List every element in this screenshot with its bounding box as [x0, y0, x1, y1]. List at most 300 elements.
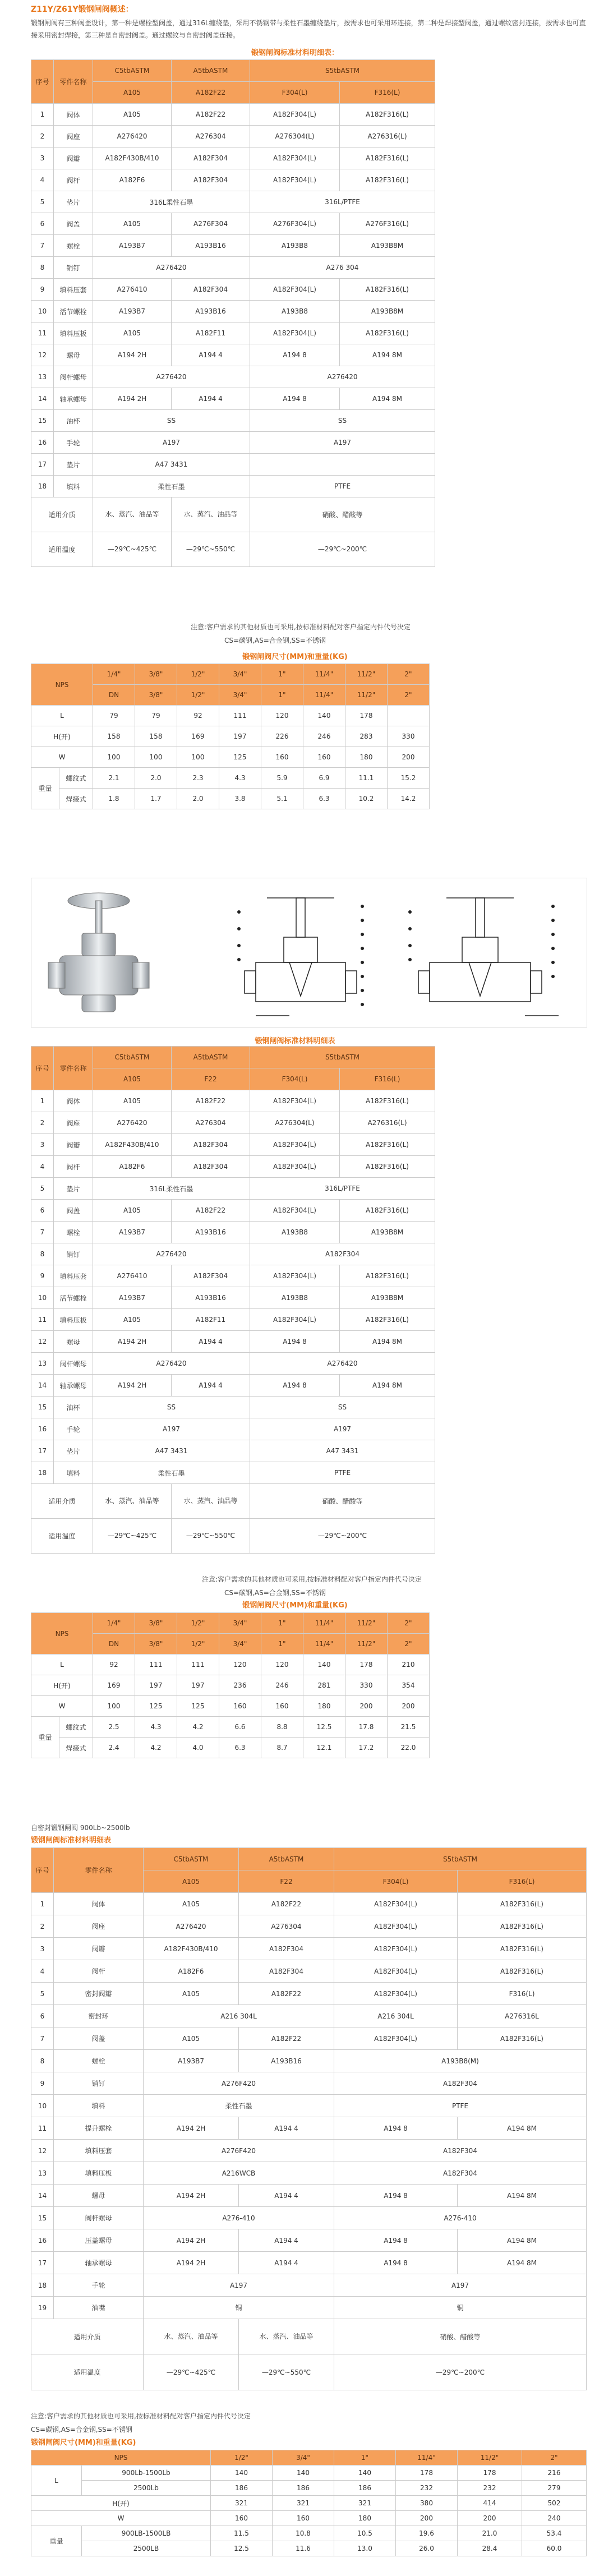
table-cell: A182F304(L) — [250, 1134, 340, 1156]
table-cell: 5.9 — [261, 768, 303, 789]
table-cell: 3 — [31, 148, 54, 169]
table-cell: A194 4 — [172, 1375, 250, 1397]
table-cell: 4.3 — [219, 768, 261, 789]
table-cell: A182F316(L) — [340, 1090, 435, 1112]
table-row — [31, 2162, 587, 2185]
table-cell: SS — [250, 410, 435, 432]
table-cell: A194 4 — [172, 344, 250, 366]
table-cell: 阀盖 — [54, 213, 93, 235]
table-cell: A193B16 — [239, 2050, 334, 2072]
table-cell: A182F22 — [239, 2027, 334, 2050]
table-cell: 填料压板 — [54, 1309, 93, 1331]
table-cell: A105 — [93, 322, 172, 344]
table-cell: A276F420 — [144, 2072, 334, 2095]
table-cell: A182F316(L) — [458, 1893, 587, 1915]
table-cell: 2.0 — [135, 768, 177, 789]
table-cell: 阀杆螺母 — [54, 2207, 144, 2229]
table-cell: 9 — [31, 1265, 54, 1287]
table-cell: 6 — [31, 2005, 54, 2027]
table-cell: 4.2 — [177, 1717, 219, 1738]
table-cell: 11 — [31, 322, 54, 344]
table-cell: 169 — [177, 726, 219, 747]
table-cell: A216WCB — [144, 2162, 334, 2185]
col-header: 3/8" — [135, 664, 177, 685]
row-label: 适用介质 — [31, 497, 93, 532]
table-row — [31, 1418, 435, 1440]
table-cell: A193B7 — [93, 1287, 172, 1309]
table-cell: 321 — [273, 2496, 334, 2511]
col-subheader: A105 — [93, 1068, 172, 1090]
table-row — [31, 1112, 435, 1134]
material-table-2-note: 注意:客户需求的其他材质也可采用,按标准材料配对客户指定内件代号决定 — [202, 1575, 422, 1583]
table-cell: 垫片 — [54, 454, 93, 476]
table-cell: A182F6 — [144, 1960, 239, 1983]
table-row — [31, 2140, 587, 2162]
table-cell: 12 — [31, 1331, 54, 1353]
table-cell: 5 — [31, 1983, 54, 2005]
table-cell: 阀盖 — [54, 1200, 93, 1222]
row-label: H(开) — [31, 726, 93, 747]
table-row — [31, 1440, 435, 1462]
table-cell: 160 — [261, 747, 303, 768]
table-cell: A276-410 — [144, 2207, 334, 2229]
table-cell: A276420 — [250, 1353, 435, 1375]
table-cell: A182F304 — [239, 1938, 334, 1960]
table-cell: 120 — [261, 706, 303, 726]
table-cell: A276316(L) — [340, 1112, 435, 1134]
header-row — [31, 1848, 587, 1870]
material-table-1-note: 注意:客户需求的其他材质也可采用,按标准材料配对客户指定内件代号决定 — [191, 623, 411, 631]
table-cell: 100 — [177, 747, 219, 768]
table-cell: 210 — [388, 1655, 430, 1675]
table-cell: A194 2H — [144, 2117, 239, 2140]
table-cell: 60.0 — [522, 2541, 587, 2556]
table-cell: 销钉 — [54, 1243, 93, 1265]
row-label: 焊接式 — [59, 789, 93, 809]
table-cell: —29℃~200℃ — [334, 2354, 587, 2390]
table-cell: 100 — [93, 1696, 135, 1717]
table-cell: 14 — [31, 2185, 54, 2207]
table-cell: A182F316(L) — [340, 169, 435, 191]
table-cell: A194 4 — [239, 2185, 334, 2207]
table-cell: A276410 — [93, 1265, 172, 1287]
valve-section-drawing-2 — [396, 890, 564, 1021]
row-label: 螺纹式 — [59, 1717, 93, 1738]
row-label: 900LB-1500LB — [82, 2526, 211, 2541]
table-cell: A182F304 — [334, 2140, 587, 2162]
table-cell: A182F304(L) — [250, 148, 340, 169]
table-cell: 232 — [458, 2481, 522, 2496]
material-table-1 — [31, 59, 435, 567]
table-cell: 阀瓣 — [54, 1938, 144, 1960]
table-cell: 12 — [31, 2140, 54, 2162]
table-cell: 填料 — [54, 476, 93, 497]
table-cell: 油嘴 — [54, 2297, 144, 2319]
table-cell: A182F6 — [93, 1156, 172, 1178]
table-cell: A105 — [93, 213, 172, 235]
col-header: 11/4" — [396, 2450, 458, 2466]
table-cell: 水、蒸汽、油品等 — [93, 1484, 172, 1519]
material-table-2 — [31, 1046, 435, 1554]
table-cell: 水、蒸汽、油品等 — [93, 497, 172, 532]
col-header: NPS — [31, 1613, 93, 1655]
table-cell: 100 — [135, 747, 177, 768]
table-cell: 11.6 — [273, 2541, 334, 2556]
table-cell: A197 — [250, 432, 435, 454]
col-subheader: F304(L) — [250, 1068, 340, 1090]
table-cell: 140 — [303, 706, 345, 726]
row-label: 重量 — [31, 768, 59, 809]
dim-table-2-caption: 锻钢闸阀尺寸(MM)和重量(KG) — [242, 1601, 348, 1610]
col-header: 序号 — [31, 1047, 54, 1090]
table-row — [31, 2297, 587, 2319]
table-row — [31, 726, 430, 747]
table-cell: 油杯 — [54, 410, 93, 432]
table-cell: 阀盖 — [54, 2027, 144, 2050]
table-cell: A276420 — [93, 126, 172, 148]
valve-figures — [31, 878, 587, 1027]
table-cell: 17 — [31, 1440, 54, 1462]
table-cell: 2.1 — [93, 768, 135, 789]
table-cell: 8.8 — [261, 1717, 303, 1738]
table-cell: 密封环 — [54, 2005, 144, 2027]
table-cell: 354 — [388, 1675, 430, 1696]
table-cell: A276420 — [144, 1915, 239, 1938]
col-subheader: A105 — [144, 1870, 239, 1893]
table-cell: 阀体 — [54, 104, 93, 126]
table-cell: A194 4 — [172, 388, 250, 410]
table-cell: A182F304(L) — [334, 1893, 458, 1915]
table-cell: A194 2H — [93, 1375, 172, 1397]
table-cell: 502 — [522, 2496, 587, 2511]
table-cell: A182F304(L) — [334, 1960, 458, 1983]
table-cell: 6.3 — [219, 1738, 261, 1758]
table-row — [31, 235, 435, 257]
table-cell: A182F316(L) — [458, 1960, 587, 1983]
table-cell: 316L/PTFE — [250, 191, 435, 213]
table-cell: SS — [93, 410, 250, 432]
table-cell: 200 — [388, 1696, 430, 1717]
table-cell — [388, 706, 430, 726]
table-cell: 8 — [31, 2050, 54, 2072]
table-cell: 18 — [31, 476, 54, 497]
table-cell: 螺母 — [54, 2185, 144, 2207]
table-cell: 4 — [31, 1960, 54, 1983]
table-cell: 手轮 — [54, 2274, 144, 2297]
table-cell: 7 — [31, 2027, 54, 2050]
table-cell: A182F316(L) — [340, 1200, 435, 1222]
table-row — [31, 257, 435, 279]
table-cell: A194 4 — [239, 2229, 334, 2252]
table-cell: 158 — [135, 726, 177, 747]
table-cell: A182F304 — [172, 1156, 250, 1178]
table-cell: 10.2 — [345, 789, 388, 809]
table-cell: A182F304 — [250, 1243, 435, 1265]
table-row — [31, 2274, 587, 2297]
table-cell: 活节螺栓 — [54, 301, 93, 322]
table-cell: SS — [93, 1397, 250, 1418]
table-cell: A182F304(L) — [334, 1938, 458, 1960]
col-header: C5tbASTM — [93, 60, 172, 82]
table-cell: A197 — [144, 2274, 334, 2297]
table-row — [31, 104, 435, 126]
table-cell: A182F316(L) — [458, 1915, 587, 1938]
table-cell: A193B7 — [93, 235, 172, 257]
table-cell: PTFE — [250, 1462, 435, 1484]
table-cell: A216 304L — [144, 2005, 334, 2027]
table-row — [31, 1309, 435, 1331]
col-subheader: 11/4" — [303, 1634, 345, 1655]
col-subheader: 3/8" — [135, 1634, 177, 1655]
col-subheader: 11/4" — [303, 685, 345, 706]
table-cell: A182F304(L) — [250, 1200, 340, 1222]
col-subheader: 11/2" — [345, 685, 388, 706]
table-cell: A193B7 — [144, 2050, 239, 2072]
table-cell: 160 — [261, 1696, 303, 1717]
material-table-3-note-2: CS=碳钢,AS=合金钢,SS=不锈钢 — [31, 2426, 132, 2434]
table-row — [31, 2496, 587, 2511]
table-cell: 阀瓣 — [54, 148, 93, 169]
table-cell: 160 — [273, 2511, 334, 2526]
col-header: A5tbASTM — [172, 60, 250, 82]
col-subheader: A105 — [93, 82, 172, 104]
table-cell: 阀瓣 — [54, 1134, 93, 1156]
col-subheader: F304(L) — [250, 82, 340, 104]
row-label: L — [31, 706, 93, 726]
header-row — [31, 60, 435, 82]
table-cell: 169 — [93, 1675, 135, 1696]
table-cell: 4.3 — [135, 1717, 177, 1738]
table-cell: 阀座 — [54, 1915, 144, 1938]
table-row — [31, 148, 435, 169]
table-cell: A193B8M — [340, 301, 435, 322]
table-cell: A194 8M — [340, 388, 435, 410]
table-row — [31, 1696, 430, 1717]
table-cell: 14.2 — [388, 789, 430, 809]
table-cell: A182F316(L) — [340, 322, 435, 344]
table-cell: A194 8 — [334, 2229, 458, 2252]
table-cell: A194 8M — [458, 2229, 587, 2252]
table-cell: A276 304 — [250, 257, 435, 279]
table-cell: 4.0 — [177, 1738, 219, 1758]
table-cell: 7 — [31, 1222, 54, 1243]
col-header: 2" — [388, 1613, 430, 1634]
table-cell: 11 — [31, 1309, 54, 1331]
table-cell: 236 — [219, 1675, 261, 1696]
col-subheader: 1" — [261, 1634, 303, 1655]
weight-row — [31, 1717, 430, 1738]
table-cell: 15 — [31, 1397, 54, 1418]
row-label: L — [31, 2466, 82, 2496]
table-cell: 水、蒸汽、油品等 — [172, 1484, 250, 1519]
col-header: NPS — [31, 2450, 211, 2466]
table-cell: A194 2H — [93, 1331, 172, 1353]
intro-text: 锻钢闸阀有三种阀盖设计，第一种是螺栓型阀盖，通过316L缠绕垫，采用不锈钢带与柔性石墨缠绕垫片，按需求也可采用环连接，第二种是焊接型阀盖，通过螺纹密封连接，按需求也可直接采用密封焊接，第三种是自密封阀盖。通过螺纹与自密封阀盖连接。 — [31, 19, 586, 39]
table-row — [31, 1178, 435, 1200]
col-subheader: 11/2" — [345, 1634, 388, 1655]
col-header: 3/4" — [219, 1613, 261, 1634]
table-cell: 92 — [177, 706, 219, 726]
table-cell: 15.2 — [388, 768, 430, 789]
table-cell: 246 — [261, 1675, 303, 1696]
section-3-label: 自密封锻钢闸阀 900Lb~2500lb — [31, 1824, 130, 1832]
table-cell: A194 8 — [250, 388, 340, 410]
table-cell: 3 — [31, 1938, 54, 1960]
dim-table-3 — [31, 2450, 587, 2556]
table-cell: A276420 — [93, 257, 250, 279]
col-header: 3/4" — [273, 2450, 334, 2466]
material-table-2-caption: 锻钢闸阀标准材料明细表 — [255, 1037, 335, 1045]
table-cell: 316L柔性石墨 — [93, 1178, 250, 1200]
table-cell: 79 — [135, 706, 177, 726]
table-cell: A194 8 — [250, 344, 340, 366]
table-cell: 硝酸、醋酸等 — [334, 2319, 587, 2354]
table-row — [31, 410, 435, 432]
table-cell: 22.0 — [388, 1738, 430, 1758]
table-cell: 密封阀瓣 — [54, 1983, 144, 2005]
table-cell: 1 — [31, 104, 54, 126]
table-cell: A182F22 — [239, 1893, 334, 1915]
table-cell: 水、蒸汽、油品等 — [144, 2319, 239, 2354]
col-header: S5tbASTM — [334, 1848, 587, 1870]
table-cell: 200 — [388, 747, 430, 768]
table-row — [31, 1265, 435, 1287]
table-cell: 18 — [31, 2274, 54, 2297]
table-cell: 1 — [31, 1893, 54, 1915]
row-label: 重量 — [31, 2526, 82, 2556]
table-cell: A194 4 — [172, 1331, 250, 1353]
table-cell: 200 — [458, 2511, 522, 2526]
table-row — [31, 1655, 430, 1675]
table-cell: 12.5 — [211, 2541, 273, 2556]
row-label: 适用温度 — [31, 1518, 93, 1553]
table-cell: 4 — [31, 1156, 54, 1178]
table-cell: 21.0 — [458, 2526, 522, 2541]
table-cell: 158 — [93, 726, 135, 747]
table-cell: 17 — [31, 454, 54, 476]
table-cell: 200 — [396, 2511, 458, 2526]
table-cell: 6.9 — [303, 768, 345, 789]
table-cell: 轴承螺母 — [54, 2252, 144, 2274]
table-cell: 26.0 — [396, 2541, 458, 2556]
col-header: 3/4" — [219, 664, 261, 685]
table-cell: 3.8 — [219, 789, 261, 809]
table-row — [31, 1397, 435, 1418]
col-header: 1" — [261, 1613, 303, 1634]
table-cell: 111 — [135, 1655, 177, 1675]
table-row — [31, 2207, 587, 2229]
table-row — [31, 213, 435, 235]
table-cell: A182F22 — [239, 1983, 334, 2005]
table-cell: A197 — [93, 1418, 250, 1440]
col-header: 1" — [334, 2450, 396, 2466]
table-cell: 111 — [177, 1655, 219, 1675]
material-table-3-note: 注意:客户需求的其他材质也可采用,按标准材料配对客户指定内件代号决定 — [31, 2412, 251, 2420]
table-cell: 阀座 — [54, 1112, 93, 1134]
table-cell: 178 — [345, 1655, 388, 1675]
table-cell: A182F316(L) — [340, 148, 435, 169]
table-cell: 13 — [31, 1353, 54, 1375]
row-label: 2500LB — [82, 2541, 211, 2556]
table-cell: 填料 — [54, 2095, 144, 2117]
table-cell: A105 — [93, 1090, 172, 1112]
table-row — [31, 2511, 587, 2526]
row-label: H(开) — [31, 2496, 211, 2511]
table-cell: 填料压套 — [54, 2140, 144, 2162]
table-cell: A276F304 — [172, 213, 250, 235]
table-cell: —29℃~425℃ — [93, 1518, 172, 1553]
table-cell: 200 — [345, 1696, 388, 1717]
col-header: 11/4" — [303, 664, 345, 685]
col-header: 1/2" — [177, 1613, 219, 1634]
table-cell: A194 8 — [334, 2185, 458, 2207]
table-cell: 232 — [396, 2481, 458, 2496]
table-cell: 380 — [396, 2496, 458, 2511]
table-cell: A182F316(L) — [340, 279, 435, 301]
table-cell: 330 — [345, 1675, 388, 1696]
col-header: 11/2" — [458, 2450, 522, 2466]
table-cell: A182F304(L) — [250, 1090, 340, 1112]
col-header: 11/2" — [345, 664, 388, 685]
temp-row — [31, 1518, 435, 1553]
table-cell: A193B7 — [93, 1222, 172, 1243]
table-cell: F316(L) — [458, 1983, 587, 2005]
table-cell: 316L/PTFE — [250, 1178, 435, 1200]
table-cell: 压盖螺母 — [54, 2229, 144, 2252]
table-cell: 180 — [345, 747, 388, 768]
table-cell: 销钉 — [54, 2072, 144, 2095]
table-cell: A276420 — [93, 1112, 172, 1134]
table-cell: A182F304(L) — [334, 1983, 458, 2005]
col-header: A5tbASTM — [239, 1848, 334, 1870]
table-cell: 8 — [31, 257, 54, 279]
table-row — [31, 191, 435, 213]
table-cell: 178 — [396, 2466, 458, 2481]
table-cell: 6 — [31, 1200, 54, 1222]
row-label: 适用温度 — [31, 2354, 144, 2390]
table-cell: 螺栓 — [54, 2050, 144, 2072]
table-cell: 140 — [211, 2466, 273, 2481]
col-subheader: 3/8" — [135, 685, 177, 706]
table-cell: 2 — [31, 1915, 54, 1938]
dim-table-2 — [31, 1612, 430, 1758]
table-cell: 16 — [31, 2229, 54, 2252]
table-row — [31, 1375, 435, 1397]
header-row — [31, 1613, 430, 1634]
table-cell: A182F304 — [172, 1134, 250, 1156]
col-header: C5tbASTM — [93, 1047, 172, 1068]
table-cell: A194 2H — [144, 2185, 239, 2207]
col-header: 序号 — [31, 1848, 54, 1893]
table-cell: 7 — [31, 235, 54, 257]
table-row — [31, 1675, 430, 1696]
material-table-1-caption: 锻钢闸阀标准材料明细表： — [251, 49, 339, 57]
table-row — [31, 301, 435, 322]
table-cell: 79 — [93, 706, 135, 726]
table-cell: A182F316(L) — [458, 2027, 587, 2050]
table-cell: A194 8M — [458, 2117, 587, 2140]
table-cell: 92 — [93, 1655, 135, 1675]
table-cell: 垫片 — [54, 1178, 93, 1200]
table-cell: 13 — [31, 2162, 54, 2185]
table-cell: A182F22 — [172, 104, 250, 126]
table-cell: —29℃~550℃ — [239, 2354, 334, 2390]
table-cell: A276410 — [93, 279, 172, 301]
row-label: 适用介质 — [31, 1484, 93, 1519]
table-cell: A182F430B/410 — [93, 1134, 172, 1156]
table-cell: 279 — [522, 2481, 587, 2496]
table-cell: A105 — [93, 104, 172, 126]
